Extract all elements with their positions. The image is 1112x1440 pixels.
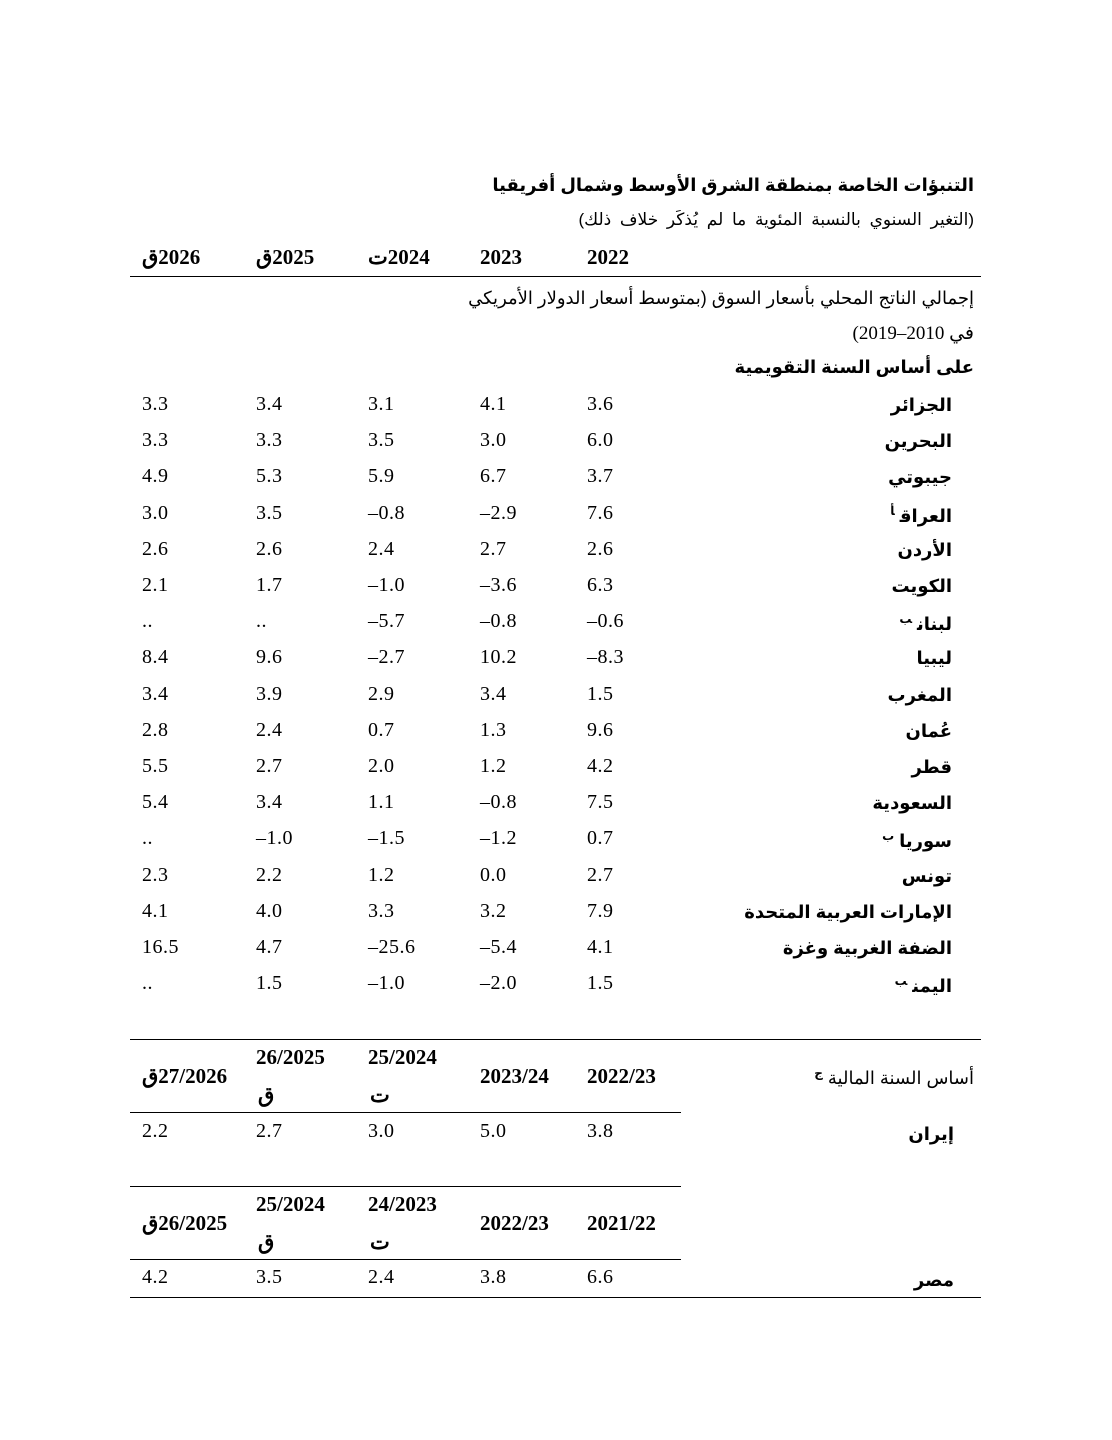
table-cell: 16.5 xyxy=(142,936,179,958)
table-cell: 2.4 xyxy=(368,1266,395,1288)
table-bottom-rule xyxy=(130,1297,981,1298)
fiscal-header-cell: 2022/23 xyxy=(587,1064,656,1088)
row-country xyxy=(895,974,952,997)
table-cell: 7.9 xyxy=(587,899,614,922)
section-calendar-year: على أساس السنة التقويمية xyxy=(734,357,974,377)
table-cell: 9.6 xyxy=(256,646,283,669)
row-country xyxy=(892,576,953,597)
table-cell: 1.5 xyxy=(587,972,614,995)
country-name: عُمان xyxy=(905,720,952,741)
table-cell: 3.6– xyxy=(480,574,517,596)
table-cell: 7.5 xyxy=(587,791,614,814)
table-cell: 4.1 xyxy=(480,393,507,415)
table-cell: 5.4 xyxy=(142,791,169,814)
table-cell: 5.0 xyxy=(480,1120,507,1142)
country-name: الجزائر xyxy=(890,395,952,415)
section-gdp-line1: إجمالي الناتج المحلي بأسعار السوق (بمتوسط أسعار الدولار الأمريكي xyxy=(468,288,974,308)
table-cell: 10.2 xyxy=(480,646,517,669)
fiscal-header-cell: 26/2025ق xyxy=(142,1211,228,1235)
row-country xyxy=(744,902,952,923)
table-cell: 3.0 xyxy=(368,1120,395,1142)
country-name: تونس xyxy=(901,865,952,886)
country-name: سوريا xyxy=(899,831,952,852)
table-cell: 1.3 xyxy=(480,718,507,741)
table-cell: 0.0 xyxy=(480,863,507,886)
table-cell: 5.4– xyxy=(480,936,517,958)
row-country xyxy=(891,395,952,416)
table-cell: 4.9 xyxy=(142,465,169,488)
fiscal-top-rule xyxy=(130,1039,981,1040)
table-cell: 2.2 xyxy=(142,1120,169,1142)
country-name: الضفة الغربية وغزة xyxy=(782,938,952,958)
table-cell: 2.6 xyxy=(587,537,614,560)
table-cell: 1.0– xyxy=(256,827,293,850)
table-cell: 3.3 xyxy=(142,393,169,415)
table-cell: 1.5– xyxy=(368,827,405,850)
table-cell: 2.7 xyxy=(480,537,507,560)
fiscal-year-label-text: أساس السنة المالية xyxy=(827,1068,974,1088)
fiscal-header-cell: 2022/23 xyxy=(480,1211,549,1235)
table-cell: 1.2 xyxy=(368,863,395,886)
country-name: الكويت xyxy=(891,576,952,596)
table-cell: 0.8– xyxy=(480,791,517,814)
table-cell: 2.9 xyxy=(368,682,395,705)
table-cell: 1.0– xyxy=(368,972,405,995)
row-country xyxy=(916,648,952,669)
header-rule xyxy=(130,276,981,277)
table-cell: 1.5 xyxy=(256,972,283,995)
table-cell: 3.8 xyxy=(480,1266,507,1288)
row-country xyxy=(888,467,952,488)
page-subtitle: (التغير السنوي بالنسبة المئوية ما لم يُذكَر خلاف ذلك) xyxy=(578,210,974,229)
country-name: لبنان xyxy=(917,614,952,635)
header-2026: 2026ق xyxy=(142,245,201,269)
table-cell: 2.1 xyxy=(142,574,169,596)
table-cell: 2.2 xyxy=(256,863,283,886)
country-name: البحرين xyxy=(884,431,952,452)
table-cell: 2.7 xyxy=(587,863,614,886)
fiscal-year-label xyxy=(814,1066,974,1089)
table-cell: 3.4 xyxy=(142,682,169,705)
table-cell: 6.7 xyxy=(480,465,507,488)
table-cell: 0.6– xyxy=(587,610,624,633)
table-cell: 3.2 xyxy=(480,899,507,922)
table-cell: 5.7– xyxy=(368,610,405,633)
table-cell: 8.3– xyxy=(587,646,624,669)
table-cell: 2.8 xyxy=(142,718,169,741)
table-cell: 25.6– xyxy=(368,936,416,958)
row-country xyxy=(872,793,952,814)
table-cell: .. xyxy=(256,610,267,633)
table-cell: 8.4 xyxy=(142,646,169,669)
table-cell: 3.3 xyxy=(256,429,283,452)
table-cell: 2.3 xyxy=(142,863,169,886)
table-cell: 6.0 xyxy=(587,429,614,452)
fiscal-header-cell: 26/2025 xyxy=(256,1045,325,1069)
egypt-top-rule xyxy=(130,1186,681,1187)
fiscal-header-cell: 2023/24 xyxy=(480,1064,549,1088)
table-cell: 2.4 xyxy=(256,718,283,741)
table-cell: 4.1 xyxy=(587,936,614,958)
table-cell: 5.3 xyxy=(256,465,283,488)
table-cell: 3.3 xyxy=(368,899,395,922)
table-cell: 0.7 xyxy=(587,827,614,850)
fiscal-header-suffix: ق xyxy=(258,1083,275,1107)
table-cell: 4.1 xyxy=(142,899,169,922)
country-name: قطر xyxy=(911,757,952,777)
fiscal-header-cell: 25/2024 xyxy=(368,1045,437,1069)
table-cell: 3.3 xyxy=(142,429,169,452)
egypt-header-rule xyxy=(130,1259,681,1260)
table-cell: 5.9 xyxy=(368,465,395,488)
table-cell: 4.0 xyxy=(256,899,283,922)
table-cell: 3.8 xyxy=(587,1120,614,1142)
country-name: ليبيا xyxy=(916,648,952,669)
row-country xyxy=(885,431,952,452)
footnote-marker: ب xyxy=(882,829,895,844)
table-cell: 6.6 xyxy=(587,1266,614,1288)
table-cell: 2.9– xyxy=(480,501,517,524)
country-iran: إيران xyxy=(908,1124,954,1144)
table-cell: 1.5 xyxy=(587,682,614,705)
table-cell: 7.6 xyxy=(587,501,614,524)
row-country xyxy=(897,540,952,561)
header-2022: 2022 xyxy=(587,245,629,269)
fiscal-header-suffix: ق xyxy=(258,1230,275,1254)
table-cell: 1.0– xyxy=(368,574,405,596)
table-cell: 3.0 xyxy=(480,429,507,452)
footnote-marker: ب xyxy=(899,612,913,627)
fiscal-header-suffix: ت xyxy=(370,1230,390,1254)
table-cell: 3.4 xyxy=(256,791,283,814)
row-country xyxy=(882,829,952,852)
table-cell: 4.2 xyxy=(587,755,614,777)
table-cell: 3.5 xyxy=(368,429,395,452)
row-country xyxy=(783,938,952,959)
table-cell: 3.5 xyxy=(256,501,283,524)
row-country xyxy=(890,504,952,527)
table-cell: .. xyxy=(142,610,153,633)
table-cell: 2.6 xyxy=(142,537,169,560)
table-cell: 0.8– xyxy=(480,610,517,633)
table-cell: .. xyxy=(142,972,153,995)
row-country xyxy=(888,685,952,706)
header-2023: 2023 xyxy=(480,245,522,269)
country-name: المغرب xyxy=(887,684,952,705)
page-title: التنبؤات الخاصة بمنطقة الشرق الأوسط وشمال أفريقيا xyxy=(492,175,974,195)
fiscal-footnote-marker: ج xyxy=(814,1066,823,1080)
table-cell: 3.6 xyxy=(587,393,614,415)
country-egypt: مصر xyxy=(913,1270,954,1290)
country-name: العراق xyxy=(899,505,952,526)
table-cell: 2.4 xyxy=(368,537,395,560)
row-country xyxy=(911,757,952,778)
header-2025: 2025ق xyxy=(256,245,315,269)
footnote-marker: ب xyxy=(894,974,908,989)
table-cell: 2.0 xyxy=(368,755,395,777)
fiscal-header-cell: 2021/22 xyxy=(587,1211,656,1235)
table-cell: 3.0 xyxy=(142,501,169,524)
table-cell: 6.3 xyxy=(587,574,614,596)
table-cell: 3.5 xyxy=(256,1266,283,1288)
footnote-marker: أ xyxy=(890,503,895,518)
fiscal-header-cell: 24/2023 xyxy=(368,1192,437,1216)
iran-header-rule xyxy=(130,1112,681,1113)
row-country xyxy=(906,721,953,742)
table-cell: 3.4 xyxy=(480,682,507,705)
fiscal-header-cell: 27/2026ق xyxy=(142,1064,228,1088)
table-cell: 0.8– xyxy=(368,501,405,524)
table-cell: 9.6 xyxy=(587,718,614,741)
table-cell: .. xyxy=(142,827,153,850)
table-cell: 3.1 xyxy=(368,393,395,415)
table-cell: 0.7 xyxy=(368,718,395,741)
table-cell: 4.2 xyxy=(142,1266,169,1288)
row-country xyxy=(902,866,952,887)
table-cell: 1.2 xyxy=(480,755,507,777)
table-cell: 2.6 xyxy=(256,537,283,560)
table-cell: 3.4 xyxy=(256,393,283,415)
fiscal-header-cell: 25/2024 xyxy=(256,1192,325,1216)
fiscal-header-suffix: ت xyxy=(370,1083,390,1107)
table-cell: 3.7 xyxy=(587,465,614,488)
country-name: اليمن xyxy=(912,976,952,997)
table-cell: 2.7 xyxy=(256,755,283,777)
table-cell: 1.2– xyxy=(480,827,517,850)
table-cell: 2.7– xyxy=(368,646,405,669)
section-gdp-line2: في 2010–2019) xyxy=(852,323,974,344)
row-country xyxy=(899,612,952,635)
table-cell: 2.7 xyxy=(256,1120,283,1142)
table-cell: 5.5 xyxy=(142,755,169,777)
table-cell: 3.9 xyxy=(256,682,283,705)
table-cell: 1.7 xyxy=(256,574,283,596)
table-cell: 2.0– xyxy=(480,972,517,995)
country-name: الأردن xyxy=(897,539,952,560)
country-name: الإمارات العربية المتحدة xyxy=(744,901,952,922)
country-name: السعودية xyxy=(872,793,952,814)
table-cell: 1.1 xyxy=(368,791,395,814)
header-2024: 2024ت xyxy=(368,245,430,269)
country-name: جيبوتي xyxy=(888,467,952,488)
table-cell: 4.7 xyxy=(256,936,283,958)
